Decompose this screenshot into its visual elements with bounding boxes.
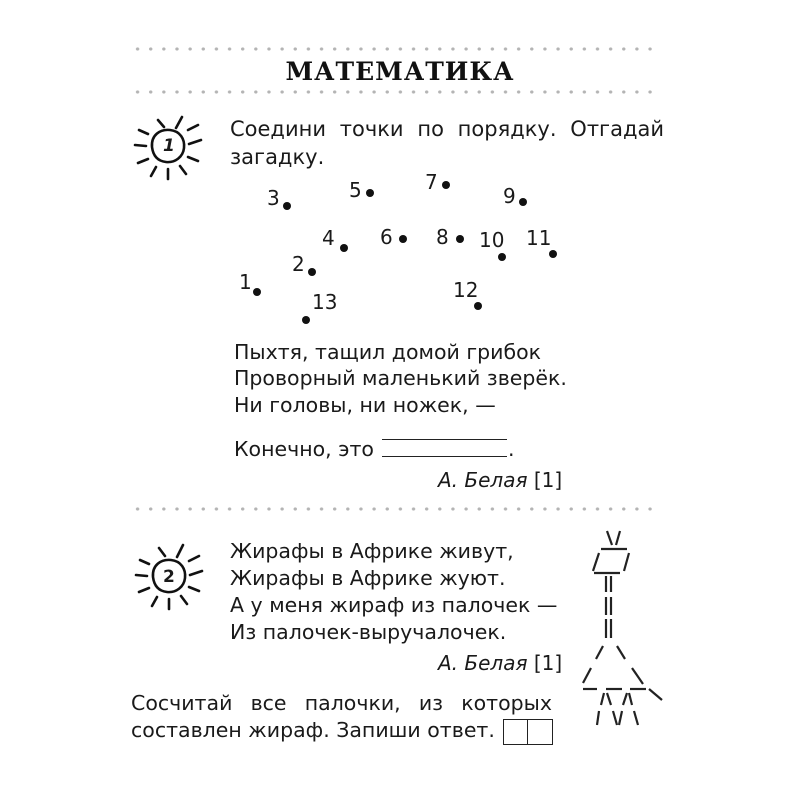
puzzle-dot-label-3: 3 — [267, 186, 280, 210]
puzzle-dot-label-4: 4 — [322, 226, 335, 250]
puzzle-dot-label-2: 2 — [292, 252, 305, 276]
puzzle-dot-6[interactable] — [399, 235, 407, 243]
task-1-author: А. Белая — [438, 468, 528, 492]
puzzle-dot-12[interactable] — [474, 302, 482, 310]
puzzle-dot-label-12: 12 — [453, 278, 479, 302]
task-number-2: 2 — [163, 567, 175, 587]
answer-cell-tens[interactable] — [504, 720, 528, 744]
puzzle-dot-label-1: 1 — [239, 270, 252, 294]
section-divider-dotted-rule — [131, 507, 657, 511]
riddle-answer-prefix: Конечно, это — [234, 437, 374, 461]
question-line-2: составлен жираф. Запиши ответ. — [131, 718, 495, 742]
task-1-instruction-line-1: Соедини точки по порядку. Отгадай — [230, 117, 664, 141]
riddle-answer-line-upper[interactable] — [382, 439, 507, 440]
poem-line-1: Жирафы в Африке живут, — [230, 539, 514, 563]
puzzle-dot-7[interactable] — [442, 181, 450, 189]
puzzle-dot-11[interactable] — [549, 250, 557, 258]
question-line-1: Сосчитай все палочки, из которых — [131, 691, 552, 715]
puzzle-dot-label-6: 6 — [380, 225, 393, 249]
task-2-author: А. Белая — [438, 651, 528, 675]
puzzle-dot-1[interactable] — [253, 288, 261, 296]
riddle-answer-line-lower[interactable] — [382, 456, 507, 457]
title-dotted-rule — [131, 90, 657, 94]
puzzle-dot-8[interactable] — [456, 235, 464, 243]
puzzle-dot-label-13: 13 — [312, 290, 338, 314]
poem-line-4: Из палочек-выручалочек. — [230, 620, 507, 644]
puzzle-dot-4[interactable] — [340, 244, 348, 252]
task-1-reference: [1] — [533, 468, 563, 492]
answer-cell-ones[interactable] — [528, 720, 552, 744]
puzzle-dot-9[interactable] — [519, 198, 527, 206]
puzzle-dot-label-5: 5 — [349, 178, 362, 202]
task-number-1: 1 — [163, 136, 175, 156]
task-1-attribution — [438, 468, 562, 492]
page-title: МАТЕМАТИКА — [285, 57, 515, 86]
task-2-attribution — [438, 651, 562, 675]
riddle-line-1: Пыхтя, тащил домой грибок — [234, 340, 542, 364]
puzzle-dot-label-7: 7 — [425, 170, 438, 194]
poem-line-2: Жирафы в Африке жуют. — [230, 566, 506, 590]
task-2-reference: [1] — [533, 651, 563, 675]
puzzle-dot-2[interactable] — [308, 268, 316, 276]
top-dotted-rule — [131, 47, 657, 51]
puzzle-dot-3[interactable] — [283, 202, 291, 210]
poem-line-3: А у меня жираф из палочек — — [230, 593, 558, 617]
puzzle-dot-label-10: 10 — [479, 228, 505, 252]
puzzle-dot-5[interactable] — [366, 189, 374, 197]
task-1-instruction-line-2: загадку. — [230, 145, 325, 169]
riddle-answer-suffix: . — [508, 437, 515, 461]
puzzle-dot-label-8: 8 — [436, 225, 449, 249]
answer-box — [503, 719, 553, 745]
riddle-line-3: Ни головы, ни ножек, — — [234, 393, 496, 417]
riddle-line-2: Проворный маленький зверёк. — [234, 366, 567, 390]
puzzle-dot-10[interactable] — [498, 253, 506, 261]
puzzle-dot-label-9: 9 — [503, 184, 516, 208]
puzzle-dot-13[interactable] — [302, 316, 310, 324]
puzzle-dot-label-11: 11 — [526, 226, 552, 250]
